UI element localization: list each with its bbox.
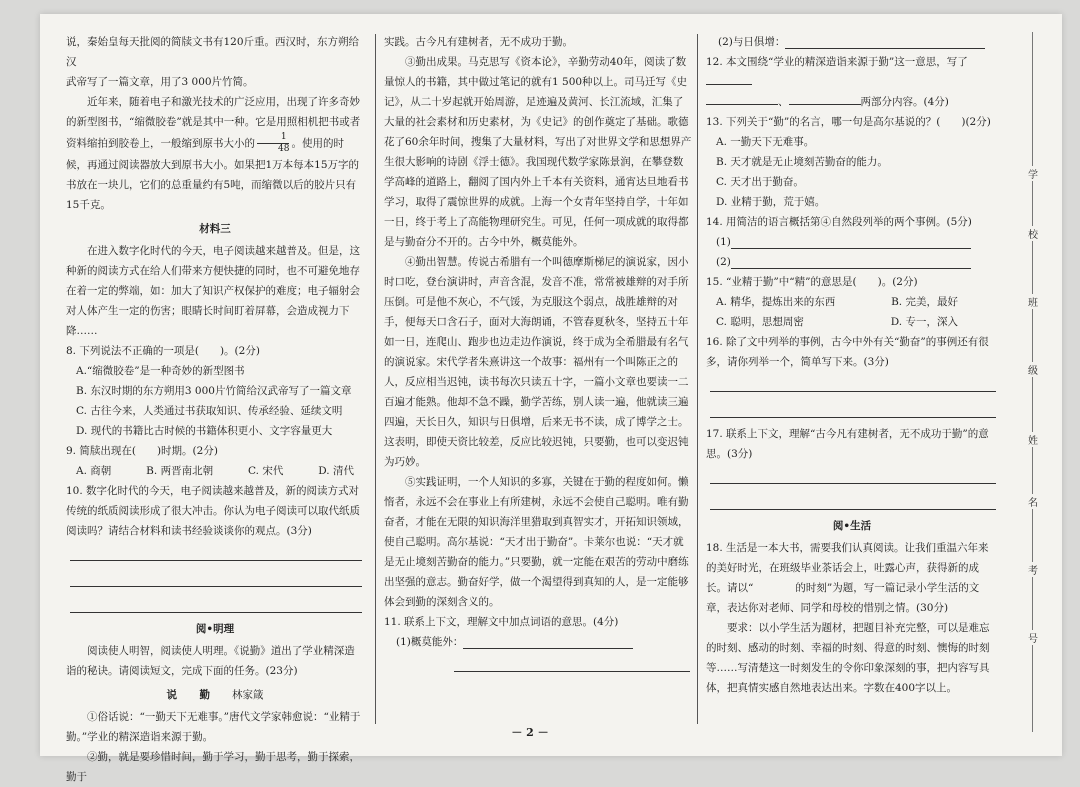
option: D. 清代 [318,465,354,477]
binding-margin [1002,32,1058,732]
passage-paragraph: ④勤出智慧。传说古希腊有一个叫德摩斯梯尼的演说家，因小时口吃，登台演讲时，声音含混，发音不准，常常被雄辩的对手所压倒。可是他不灰心，不气馁，为克服这个弱点，战胜雄辩的对手，便每天口含石子，面对大海朗诵，不管春夏秋冬，坚持五十年如一日，连爬山、跑步也边走边作演说，终于成为全希腊最有名气的演说家。宋代学者朱熹讲这一个故事：福州有一个叫陈正之的人，反应相当迟钝，读书每次只读五十字，一篇小文章也要读一二百遍才能熟。他却不急不躁，勤学苦练，别人读一遍，他就读三遍四遍，天长日久，知识与日俱增，后来无书不读，成了博学之士。这表明，即使天资比较差，反应比较迟钝，只要勤，也可以变迟钝为巧妙。 [384,256,689,468]
option: D. 专一，深入 [890,316,958,328]
option: C. 天才出于勤奋。 [716,176,804,188]
question-12: 12. 本文围绕“学业的精深造诣来源于勤”这一意思，写了 、 两部分内容。(4分) [706,56,968,108]
article-title: 说 勤 林家箴 [166,689,264,701]
column-divider [375,34,376,724]
answer-line[interactable] [70,567,362,587]
question-14: 14. 用简洁的语言概括第④自然段列举的两个事例。(5分) [706,216,972,228]
options-row [706,292,998,312]
fold-line [1032,32,1033,732]
question-11: 11. 联系上下文，理解文中加点词语的意思。(4分) [384,616,619,628]
answer-line[interactable] [70,541,362,561]
option: C. 古往今来，人类通过书获取知识、传承经验、延续文明 [76,405,343,417]
passage-text: 武帝写了一篇文章，用了3 000片竹简。 [66,76,254,88]
question-16: 16. 除了文中列举的事例，古今中外有关“勤奋”的事例还有很多，请你列举一个，简单写下来。(3分) [706,336,989,368]
page-number: － 2 － [511,726,549,739]
question-14-1: (1) [706,232,998,252]
section-heading: 阅•明理 [195,623,235,635]
answer-line[interactable] [454,652,690,672]
fraction: $\frac{1}{48}$ [257,132,289,155]
answer-line[interactable] [785,36,985,49]
section-intro: 阅读使人明智，阅读使人明理。《说勤》道出了学业精深造诣的秘诀。请阅读短文，完成下面的任务。(23分) [66,645,355,677]
option: D. 业精于勤，荒于嬉。 [716,196,826,208]
option: A. 商朝 [76,465,112,477]
option: C. 宋代 [247,465,284,477]
answer-line[interactable] [710,490,996,510]
question-11-1: (1)概莫能外： [384,632,692,652]
passage-text: 说，秦始皇每天批阅的简牍文书有120斤重。西汉时，东方朔给汉 [66,36,360,68]
margin-char: 考 [1026,562,1040,577]
article-author: 林家箴 [232,689,264,701]
exam-page [40,14,1062,783]
section-heading: 阅•生活 [832,520,872,532]
question-10: 10. 数字化时代的今天，电子阅读越来越普及，新的阅读方式对传统的纸质阅读形成了很大冲击。你认为电子阅读可以取代纸质阅读吗？请结合材料和读书经验谈谈你的观点。(3分) [66,485,360,537]
answer-line[interactable] [710,464,996,484]
answer-line[interactable] [710,398,996,418]
option: B. 两晋南北朝 [146,465,214,477]
option: B. 天才就是无止境刻苦勤奋的能力。 [716,156,888,168]
column-left [66,32,364,787]
option: B. 完美，最好 [891,296,958,308]
answer-line[interactable] [70,593,362,613]
passage-text: 实践。古今凡有建树者，无不成功于勤。 [384,36,573,48]
writing-requirements: 要求：以小学生活为题材，把题目补充完整，可以是难忘的时刻、感动的时刻、幸福的时刻、得意的时刻、懊悔的时刻等……写清楚这一时刻发生的令你印象深刻的事，把内容写具体，把真情实感自然地表达出来。字数在400字以上。 [706,622,990,694]
margin-char: 班 [1026,294,1040,309]
option: A.“缩微胶卷”是一种奇妙的新型图书 [76,365,245,377]
passage-paragraph: 在进入数字化时代的今天，电子阅读越来越普及。但是，这种新的阅读方式在给人们带来方便快捷的同时，也不可避免地存在着一定的弊端，如：加大了知识产权保护的难度；电子辐射会对人体产生一定的伤害；眼睛长时间盯着屏幕，会造成视力下降…… [66,245,360,337]
blank[interactable] [706,92,778,105]
options-row [706,312,998,332]
option: A. 一勤天下无难事。 [716,136,815,148]
passage-paragraph: ①俗话说：“一勤天下无难事。”唐代文学家韩愈说：“业精于勤。”学业的精深造诣来源于勤。 [66,711,361,743]
margin-char: 姓 [1026,432,1040,447]
question-9: 9. 简牍出现在( )时期。(2分) [66,445,218,457]
passage-paragraph: 近年来，随着电子和激光技术的广泛应用，出现了许多奇妙的新型图书，“缩微胶卷”就是其中一种。它是用照相机把书或者资料缩拍到胶卷上，一般缩到原书大小的 $\frac{1}{48}$ 。使用的时候，再通过阅读器放大到原书大小。如果把1万本每本15万字的书放在一块儿，它们的总重量约有5吨，而缩微以后的胶片只有15千克。 [66,96,361,211]
answer-line[interactable] [710,372,996,392]
column-middle [384,32,692,678]
passage-paragraph: ②勤，就是要珍惜时间，勤于学习，勤于思考，勤于探索，勤于 [66,751,360,783]
option: C. 聪明，思想周密 [716,316,804,328]
question-11-2: (2)与日俱增： [706,32,998,52]
margin-char: 名 [1026,494,1040,509]
passage-paragraph: ③勤出成果。马克思写《资本论》，辛勤劳动40年，阅读了数量惊人的书籍，其中做过笔记的就有1 500种以上。司马迁写《史记》，从二十岁起就开始周游，足迹遍及黄河、长江流域，汇集了大量的社会素材和历史素材，为《史记》的创作奠定了基础。歌德花了60余年时间，搜集了大量材料，写出了对世界文学和思想界产生很大影响的诗剧《浮士德》。我国现代数学家陈景润，在攀登数学高峰的道路上，翻阅了国内外上千本有关资料，通宵达旦地看书学习，取得了震惊世界的成就。上海一个女青年坚持自学，十年如一日，终于考上了高能物理研究生。可见，任何一项成就的取得都是与勤奋分不开的。古今中外，概莫能外。 [384,56,692,248]
answer-line[interactable] [731,236,971,249]
answer-line[interactable] [463,636,633,649]
question-13: 13. 下列关于“勤”的名言，哪一句是高尔基说的？( )(2分) [706,116,991,128]
column-right [706,32,998,698]
question-14-2: (2) [706,252,998,272]
question-18: 18. 生活是一本大书，需要我们认真阅读。让我们重温六年来的美好时光，在班级毕业茶话会上，吐露心声，获得新的成长。请以“ 的时刻”为题，写一篇记录小学生活的文章，表达你对老师、同学和母校的惜别之情。(30分) [706,542,989,614]
question-15: 15. “业精于勤”中“精”的意思是( )。(2分) [706,276,918,288]
option: A. 精华，提炼出来的东西 [716,296,836,308]
passage-paragraph: ⑤实践证明，一个人知识的多寡，关键在于勤的程度如何。懒惰者，永远不会在事业上有所建树，永远不会使自己聪明。唯有勤奋者，才能在无限的知识海洋里猎取到真智实才，开拓知识领域，使自己聪明。高尔基说：“天才出于勤奋”。卡莱尔也说：“天才就是无止境刻苦勤奋的能力。”只要勤，就一定能在艰苦的劳动中磨练出坚强的意志。勤奋好学，做一个渴望得到真知的人，是一定能够体会到勤的深刻含义的。 [384,476,689,608]
margin-char: 级 [1026,362,1040,377]
column-divider [697,34,698,724]
blank[interactable] [789,92,861,105]
answer-line[interactable] [731,256,971,269]
option: B. 东汉时期的东方朔用3 000片竹简给汉武帝写了一篇文章 [76,385,352,397]
section-heading: 材料三 [199,223,231,235]
blank[interactable] [706,72,752,85]
question-17: 17. 联系上下文，理解“古今凡有建树者，无不成功于勤”的意思。(3分) [706,428,989,460]
question-8: 8. 下列说法不正确的一项是( )。(2分) [66,345,260,357]
margin-char: 学 [1026,166,1040,181]
margin-char: 校 [1026,226,1040,241]
options-row [66,461,364,481]
option: D. 现代的书籍比古时候的书籍体积更小、文字容量更大 [76,425,333,437]
margin-char: 号 [1026,630,1040,645]
